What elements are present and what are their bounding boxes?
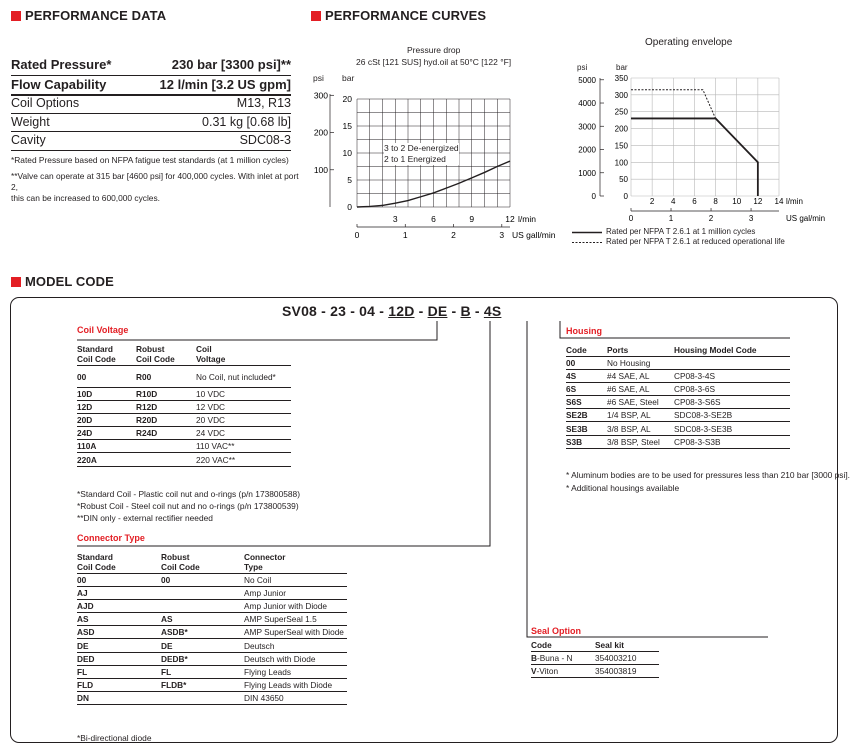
header-robust [136, 344, 196, 366]
cell-robust: ASDB* [161, 626, 244, 639]
seal-option-title: Seal Option [531, 626, 582, 636]
code-seg-dash: - [474, 303, 480, 319]
bar-tick-label: 200 [614, 124, 628, 134]
cell-code: 220A [77, 453, 136, 466]
coil-options-label: Coil Options [11, 96, 80, 110]
cell-code: 6S [566, 383, 607, 396]
gpm-axis-label: US gall/min [512, 230, 556, 240]
lmin-axis-label: l/min [786, 197, 803, 206]
cell-code: S3B [566, 435, 607, 448]
bar-tick-label: 150 [614, 141, 628, 151]
code-seg-dash: - [321, 303, 327, 319]
cell-robust [161, 691, 244, 704]
table-row [77, 678, 347, 691]
cell-code: 00 [77, 366, 136, 388]
code-seg-dash: - [350, 303, 356, 319]
header-line: Voltage [196, 354, 226, 364]
cell-robust: R12D [136, 401, 196, 414]
cell-seal-kit: 354003210 [595, 652, 659, 665]
envelope-psi-label: psi [577, 63, 588, 72]
header-ports: Ports [607, 345, 674, 357]
header-line: Connector [244, 552, 286, 562]
code-seg-size: 04 [359, 303, 376, 319]
psi-tick-label: 300 [313, 90, 328, 101]
header-seal-kit: Seal kit [595, 640, 659, 652]
cell-code: 10D [77, 388, 136, 401]
lmin-tick-label: 9 [469, 214, 475, 224]
cell-voltage: 24 VDC [196, 427, 291, 440]
bar-tick-label: 10 [342, 148, 352, 158]
table-row [77, 639, 347, 652]
header-line: Robust [161, 552, 190, 562]
cell-seal-code [531, 652, 595, 665]
psi-tick-label: 100 [313, 164, 328, 175]
cell-seal-code [531, 665, 595, 678]
code-seg-connector: DE [427, 303, 448, 319]
bar-tick-label: 350 [614, 74, 628, 83]
cell-voltage: 110 VAC** [196, 440, 291, 453]
code-seg-housing: 4S [483, 303, 502, 319]
cell-voltage: 10 VDC [196, 388, 291, 401]
cell-model: CP08-3-4S [674, 370, 790, 383]
pressure-drop-subtitle: 26 cSt [121 SUS] hyd.oil at 50°C [122 °F] [356, 57, 512, 67]
header-housing-model: Housing Model Code [674, 345, 790, 357]
cell-code: DE [77, 639, 161, 652]
lmin-tick-label: 4 [671, 197, 676, 206]
cell-type: Amp Junior [244, 587, 347, 600]
psi-tick-label: 3000 [578, 122, 596, 132]
envelope-title: Operating envelope [645, 37, 733, 48]
cell-type: DIN 43650 [244, 691, 347, 704]
lmin-tick-label: 6 [692, 197, 697, 206]
cell-ports: 3/8 BSP, AL [607, 422, 674, 435]
bar-tick-label: 15 [342, 121, 352, 131]
lmin-tick-label: 8 [713, 197, 718, 206]
cell-voltage: 220 VAC** [196, 453, 291, 466]
table-row [566, 409, 790, 422]
table-row [77, 691, 347, 704]
header-line: Coil Code [77, 354, 116, 364]
coil-note-robust: *Robust Coil - Steel coil nut and no o-rings (p/n 173800539) [77, 501, 299, 511]
table-row [77, 453, 291, 466]
cell-ports: #6 SAE, AL [607, 383, 674, 396]
cell-robust: DEDB* [161, 652, 244, 665]
header-standard [77, 552, 161, 574]
legend-line-2: 2 to 1 Energized [384, 154, 446, 164]
bar-tick-label: 250 [614, 107, 628, 117]
cell-robust: DE [161, 639, 244, 652]
connector-type-table [77, 552, 347, 705]
header-line: Type [244, 562, 263, 572]
envelope-bar-label: bar [616, 63, 628, 72]
cell-model: CP08-3-S3B [674, 435, 790, 448]
pressure-drop-psi-label: psi [313, 73, 324, 83]
cell-type: Amp Junior with Diode [244, 600, 347, 613]
housing-title: Housing [566, 326, 602, 336]
table-row [77, 366, 291, 388]
cell-robust: R20D [136, 414, 196, 427]
cell-code: ASD [77, 626, 161, 639]
gpm-tick-label: 3 [499, 230, 505, 240]
psi-tick-label: 5000 [578, 75, 596, 85]
pressure-drop-title: Pressure drop [407, 45, 461, 55]
cell-code: AS [77, 613, 161, 626]
cell-robust: AS [161, 613, 244, 626]
seal-header [531, 640, 659, 652]
bar-tick-label: 20 [342, 94, 352, 104]
table-row [566, 383, 790, 396]
housing-table [566, 345, 790, 449]
coil-voltage-title: Coil Voltage [77, 325, 129, 335]
cell-type: AMP SuperSeal 1.5 [244, 613, 347, 626]
cell-type: Deutsch with Diode [244, 652, 347, 665]
cell-code: S6S [566, 396, 607, 409]
table-row [77, 587, 347, 600]
cell-code: 00 [566, 357, 607, 370]
note-rated-pressure: *Rated Pressure based on NFPA fatigue test standards (at 1 million cycles) [11, 155, 289, 165]
connector-header [77, 552, 347, 574]
lmin-tick-label: 10 [732, 197, 742, 206]
header-line: Coil Code [136, 354, 175, 364]
code-seg-function: 23 [330, 303, 347, 319]
table-row [566, 435, 790, 448]
housing-notes [566, 470, 850, 494]
cell-code: FLD [77, 678, 161, 691]
psi-tick-label: 0 [591, 192, 596, 201]
bar-tick-label: 50 [619, 175, 628, 185]
legend-line-1: 3 to 2 De-energized [384, 143, 459, 153]
cell-code: 20D [77, 414, 136, 427]
cell-robust: 00 [161, 574, 244, 587]
cell-type: Flying Leads with Diode [244, 678, 347, 691]
cell-model: SDC08-3-SE3B [674, 422, 790, 435]
cell-ports: 3/8 BSP, Steel [607, 435, 674, 448]
table-row [566, 396, 790, 409]
table-row [77, 414, 291, 427]
seal-option-table [531, 640, 659, 678]
housing-note-additional: * Additional housings available [566, 483, 680, 493]
cell-robust: FLDB* [161, 678, 244, 691]
cell-robust [161, 587, 244, 600]
cell-robust: FL [161, 665, 244, 678]
cell-code: FL [77, 665, 161, 678]
header-standard [77, 344, 136, 366]
cell-voltage: 12 VDC [196, 401, 291, 414]
cell-ports: No Housing [607, 357, 674, 370]
cell-model [674, 357, 790, 370]
header-code: Code [531, 640, 595, 652]
cell-code: SE3B [566, 422, 607, 435]
cell-code: SE2B [566, 409, 607, 422]
cell-code: DED [77, 652, 161, 665]
lmin-tick-label: 12 [753, 197, 763, 206]
seal-code: B [531, 653, 537, 664]
table-row [77, 613, 347, 626]
table-row [77, 574, 347, 587]
cell-type: Flying Leads [244, 665, 347, 678]
table-row [531, 652, 659, 665]
gpm-tick-label: 2 [451, 230, 456, 240]
lmin-axis-label: l/min [518, 214, 536, 224]
gpm-tick-label: 0 [354, 230, 360, 240]
cell-voltage: 20 VDC [196, 414, 291, 427]
cavity-value: SDC08-3 [239, 133, 291, 147]
cell-seal-kit: 354003819 [595, 665, 659, 678]
cell-robust [136, 453, 196, 466]
cell-robust: R10D [136, 388, 196, 401]
cell-code: AJ [77, 587, 161, 600]
coil-voltage-leader [77, 321, 437, 340]
lmin-tick-label: 12 [505, 214, 515, 224]
code-seg-dash: - [379, 303, 385, 319]
bar-tick-label: 5 [347, 175, 352, 185]
note-valve-operation-cont: this can be increased to 600,000 cycles. [11, 193, 160, 203]
gpm-tick-label: 3 [748, 214, 754, 223]
header-code: Code [566, 345, 607, 357]
legend-dashed-label: Rated per NFPA T 2.6.1 at reduced operational life [606, 237, 785, 246]
weight-value: 0.31 kg [0.68 lb] [202, 115, 291, 129]
header-robust [161, 552, 244, 574]
coil-note-din: **DIN only - external rectifier needed [77, 513, 213, 523]
cell-robust [136, 440, 196, 453]
header-line: Coil Code [161, 562, 200, 572]
table-row [77, 440, 291, 453]
cell-voltage: No Coil, nut included* [196, 366, 291, 388]
flow-capability-value: 12 l/min [3.2 US gpm] [159, 77, 291, 92]
code-seg-seal: B [460, 303, 471, 319]
gpm-tick-label: 2 [708, 214, 714, 223]
cell-model: SDC08-3-SE2B [674, 409, 790, 422]
cell-robust [161, 600, 244, 613]
cell-type: Deutsch [244, 639, 347, 652]
seal-code: V [531, 666, 537, 677]
seal-name: -Buna - N [537, 653, 573, 664]
legend-solid-label: Rated per NFPA T 2.6.1 at 1 million cycles [606, 227, 756, 236]
cell-robust: R00 [136, 366, 196, 388]
coil-voltage-table [77, 344, 291, 467]
cell-ports: #4 SAE, AL [607, 370, 674, 383]
table-row [77, 388, 291, 401]
bar-tick-label: 100 [614, 158, 628, 168]
cell-code: DN [77, 691, 161, 704]
psi-tick-label: 2000 [578, 145, 596, 155]
coil-voltage-header [77, 344, 291, 366]
code-seg-dash: - [418, 303, 424, 319]
code-seg-coil-voltage: 12D [388, 303, 415, 319]
coil-note-standard: *Standard Coil - Plastic coil nut and o-rings (p/n 173800588) [77, 489, 300, 499]
table-row [531, 665, 659, 678]
rated-pressure-value: 230 bar [3300 psi]** [171, 57, 291, 72]
housing-note-aluminum: * Aluminum bodies are to be used for pressures less than 210 bar [3000 psi]. [566, 470, 850, 480]
cell-code: AJD [77, 600, 161, 613]
performance-data-title: PERFORMANCE DATA [25, 8, 167, 23]
table-row [566, 370, 790, 383]
table-row [77, 600, 347, 613]
code-seg-dash: - [451, 303, 457, 319]
cell-robust: R24D [136, 427, 196, 440]
cell-code: 00 [77, 574, 161, 587]
cell-ports: #6 SAE, Steel [607, 396, 674, 409]
header-line: Standard [77, 552, 113, 562]
bar-tick-label: 300 [614, 90, 628, 100]
cell-code: 12D [77, 401, 136, 414]
cell-model: CP08-3-S6S [674, 396, 790, 409]
gpm-tick-label: 1 [668, 214, 674, 223]
gpm-tick-label: 1 [402, 230, 408, 240]
header-voltage [196, 344, 291, 366]
coil-voltage-notes [77, 489, 300, 524]
header-line: Coil Code [77, 562, 116, 572]
lmin-tick-label: 3 [392, 214, 398, 224]
header-line: Coil [196, 344, 212, 354]
gpm-axis-label: US gal/min [786, 214, 826, 223]
cell-model: CP08-3-6S [674, 383, 790, 396]
psi-tick-label: 1000 [578, 168, 596, 178]
coil-options-value: M13, R13 [236, 96, 291, 110]
rated-pressure-label: Rated Pressure* [11, 57, 112, 72]
header-connector [244, 552, 347, 574]
gpm-tick-label: 0 [628, 214, 634, 223]
seal-name: -Viton [536, 666, 559, 677]
cell-type: AMP SuperSeal with Diode [244, 626, 347, 639]
header-line: Standard [77, 344, 113, 354]
table-row [77, 427, 291, 440]
header-line: Robust [136, 344, 165, 354]
weight-label: Weight [11, 115, 50, 129]
cell-code: 24D [77, 427, 136, 440]
flow-capability-label: Flow Capability [11, 77, 107, 92]
connector-type-title: Connector Type [77, 533, 145, 543]
table-row [77, 626, 347, 639]
code-seg-series: SV08 [282, 303, 318, 319]
lmin-tick-label: 14 [774, 197, 784, 206]
bar-tick-label: 0 [347, 202, 352, 212]
pressure-drop-bar-label: bar [342, 73, 355, 83]
cavity-label: Cavity [11, 133, 46, 147]
note-valve-operation: **Valve can operate at 315 bar [4600 psi] for 400,000 cycles. With inlet at port 2, [11, 171, 299, 192]
cell-type: No Coil [244, 574, 347, 587]
table-row [566, 357, 790, 370]
lmin-tick-label: 6 [431, 214, 436, 224]
performance-curves-title: PERFORMANCE CURVES [325, 8, 487, 23]
housing-header [566, 345, 790, 357]
connector-note: *Bi-directional diode [77, 733, 152, 743]
table-row [77, 401, 291, 414]
bar-tick-label: 0 [623, 192, 628, 201]
cell-code: 4S [566, 370, 607, 383]
table-row [77, 652, 347, 665]
cell-code: 110A [77, 440, 136, 453]
lmin-tick-label: 2 [649, 197, 655, 206]
table-row [77, 665, 347, 678]
model-code-title: MODEL CODE [25, 274, 114, 289]
cell-ports: 1/4 BSP, AL [607, 409, 674, 422]
psi-tick-label: 200 [313, 127, 328, 138]
table-row [566, 422, 790, 435]
psi-tick-label: 4000 [578, 99, 596, 109]
